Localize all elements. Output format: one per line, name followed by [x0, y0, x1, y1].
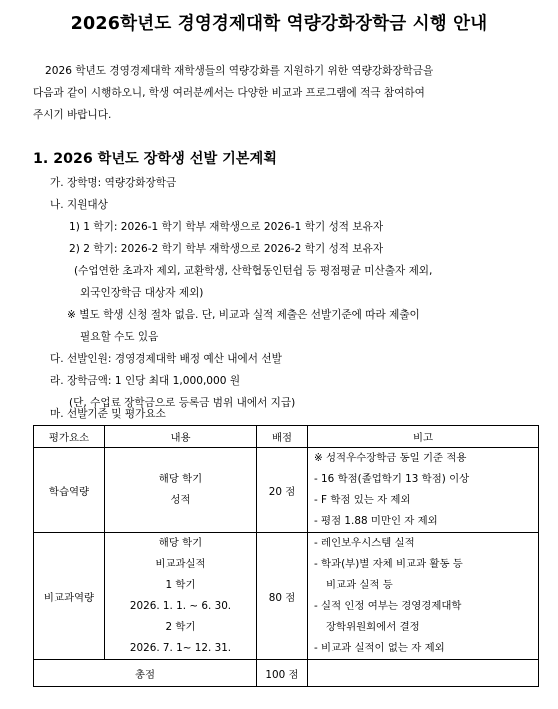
- row-notes: [308, 533, 539, 660]
- note-line: - 실적 인정 여부는 경영경제대학: [314, 600, 462, 612]
- note-line: - 학과(부)별 자체 비교과 활동 등: [314, 558, 463, 570]
- content-line: 비교과실적: [155, 558, 206, 570]
- item-amount-note: (단, 수업료 장학금으로 등록금 범위 내에서 지급): [69, 397, 296, 409]
- intro-line: 다음과 같이 시행하오니, 학생 여러분께서는 다양한 비교과 프로그램에 적극 참여하여: [33, 87, 425, 99]
- criteria-table: [33, 425, 539, 687]
- note-line: - F 학점 있는 자 제외: [314, 494, 411, 506]
- row-notes: [308, 448, 539, 533]
- item-exclusions: (수업연한 초과자 제외, 교환학생, 산학협동인턴쉽 등 평점평균 미산출자 제외,: [74, 265, 433, 277]
- total-label: 총점: [34, 660, 257, 687]
- table-row: [34, 533, 539, 660]
- table-row: [34, 448, 539, 533]
- row-score: 80 점: [257, 533, 308, 660]
- total-notes: [308, 660, 539, 687]
- item-eligibility: 나. 지원대상: [50, 199, 108, 211]
- note-line: 장학위원회에서 결정: [326, 621, 420, 633]
- content-line: 2026. 1. 1. ~ 6. 30.: [129, 600, 232, 612]
- table-header-row: [34, 426, 539, 448]
- note-line: - 레인보우시스템 실적: [314, 537, 415, 549]
- header-score: 배점: [257, 426, 308, 448]
- row-factor: 학습역량: [34, 448, 105, 533]
- row-content: [105, 448, 257, 533]
- item-amount: 라. 장학금액: 1 인당 최대 1,000,000 원: [50, 375, 241, 387]
- item-eligibility-sem1: 1) 1 학기: 2026-1 학기 학부 재학생으로 2026-1 학기 성적 보유자: [69, 221, 384, 233]
- row-content: [105, 533, 257, 660]
- table-total-row: [34, 660, 539, 687]
- item-note-cont: 필요할 수도 있음: [80, 331, 159, 343]
- content-line: 1 학기: [165, 579, 196, 591]
- item-eligibility-sem2: 2) 2 학기: 2026-2 학기 학부 재학생으로 2026-2 학기 성적 보유자: [69, 243, 384, 255]
- total-score: 100 점: [257, 660, 308, 687]
- content-line: 해당 학기: [158, 537, 203, 549]
- content-line: 성적: [170, 494, 191, 506]
- header-factor: 평가요소: [34, 426, 105, 448]
- content-line: 해당 학기: [158, 473, 203, 485]
- note-line: 비교과 실적 등: [326, 579, 393, 591]
- item-note: ※ 별도 학생 신청 절차 없음. 단, 비교과 실적 제출은 선발기준에 따라 제출이: [67, 309, 420, 321]
- item-selection-count: 다. 선발인원: 경영경제대학 배정 예산 내에서 선발: [50, 353, 282, 365]
- note-line: ※ 성적우수장학금 동일 기준 적용: [314, 452, 467, 464]
- intro-line: 2026 학년도 경영경제대학 재학생들의 역량강화를 지원하기 위한 역량강화장학금을: [45, 65, 434, 77]
- intro-paragraph: [33, 60, 533, 126]
- item-scholarship-name: 가. 장학명: 역량강화장학금: [50, 177, 177, 189]
- item-criteria: 마. 선발기준 및 평가요소: [50, 408, 166, 420]
- header-notes: 비고: [308, 426, 539, 448]
- note-line: - 16 학점(졸업학기 13 학점) 이상: [314, 473, 470, 485]
- content-line: 2 학기: [165, 621, 196, 633]
- section-title: 1. 2026 학년도 장학생 선발 기본계획: [33, 151, 277, 167]
- content-line: 2026. 7. 1~ 12. 31.: [129, 642, 232, 654]
- row-factor: 비교과역량: [34, 533, 105, 660]
- item-exclusions-cont: 외국인장학금 대상자 제외): [80, 287, 204, 299]
- row-score: 20 점: [257, 448, 308, 533]
- note-line: - 비교과 실적이 없는 자 제외: [314, 642, 445, 654]
- intro-line: 주시기 바랍니다.: [33, 109, 112, 121]
- header-content: 내용: [105, 426, 257, 448]
- page-title: 2026학년도 경영경제대학 역량강화장학금 시행 안내: [70, 14, 488, 34]
- note-line: - 평점 1.88 미만인 자 제외: [314, 515, 438, 527]
